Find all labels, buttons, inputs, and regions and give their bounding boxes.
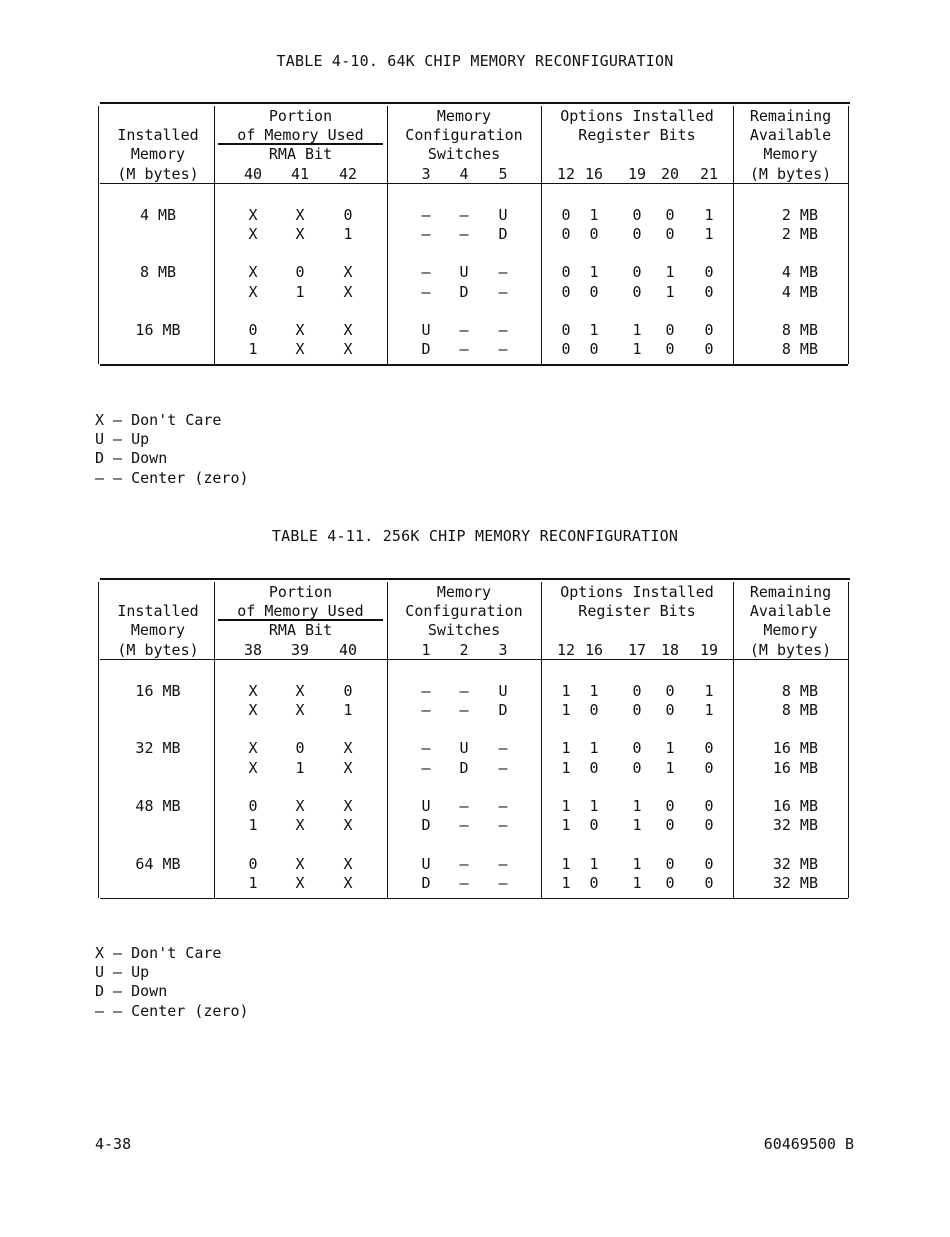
remaining-memory: 4 MB bbox=[781, 282, 818, 301]
switch-position: D bbox=[498, 225, 508, 244]
switch-position: – bbox=[498, 758, 508, 777]
register-bit-value: 1 bbox=[704, 205, 714, 224]
register-bit-value: 1 bbox=[665, 263, 675, 282]
remaining-memory: 4 MB bbox=[781, 263, 818, 282]
table-title: TABLE 4-11. 256K CHIP MEMORY RECONFIGURATION bbox=[271, 527, 679, 545]
header-register-bit: 20 bbox=[660, 164, 680, 183]
header-switch: 4 bbox=[459, 164, 469, 183]
rma-bit-value: X bbox=[295, 681, 305, 700]
header-rma-bit: 39 bbox=[290, 640, 310, 659]
header-switch: 3 bbox=[421, 164, 431, 183]
rma-bit-value: X bbox=[343, 758, 353, 777]
switch-position: – bbox=[498, 797, 508, 816]
switch-position: – bbox=[421, 681, 431, 700]
register-bit-value: 0 bbox=[561, 282, 571, 301]
register-bit-value: 1 bbox=[589, 739, 599, 758]
header-config: Memory bbox=[436, 583, 492, 601]
register-bit-value: 0 bbox=[665, 854, 675, 873]
register-bit-value: 0 bbox=[665, 816, 675, 835]
rma-bit-value: X bbox=[295, 321, 305, 340]
header-installed: Installed bbox=[117, 126, 199, 145]
register-bit-value: 0 bbox=[704, 263, 714, 282]
header-remaining: Remaining bbox=[749, 107, 832, 125]
register-bit-value: 1 bbox=[665, 758, 675, 777]
register-bit-value: 1 bbox=[632, 816, 642, 835]
header-options: Register Bits bbox=[578, 126, 696, 145]
register-bit-value: 1 bbox=[561, 739, 571, 758]
register-bit-value: 1 bbox=[561, 873, 571, 892]
header-installed: (M bytes) bbox=[117, 164, 199, 183]
remaining-memory: 32 MB bbox=[772, 854, 818, 873]
header-config: Switches bbox=[427, 145, 501, 164]
table-top-rule bbox=[100, 102, 850, 104]
remaining-memory: 32 MB bbox=[772, 873, 818, 892]
register-bit-value: 0 bbox=[665, 797, 675, 816]
rma-bit-value: X bbox=[248, 263, 258, 282]
column-divider bbox=[848, 582, 849, 898]
rma-bit-value: 0 bbox=[343, 681, 353, 700]
switch-position: U bbox=[498, 205, 508, 224]
rma-bit-value: X bbox=[295, 797, 305, 816]
register-bit-value: 1 bbox=[561, 854, 571, 873]
register-bit-value: 0 bbox=[665, 321, 675, 340]
table-bottom-rule bbox=[100, 898, 848, 899]
switch-position: – bbox=[421, 205, 431, 224]
header-register-bit: 16 bbox=[584, 164, 604, 183]
register-bit-value: 0 bbox=[704, 816, 714, 835]
switch-position: – bbox=[421, 701, 431, 720]
header-config: Configuration bbox=[405, 126, 523, 145]
header-register-bit: 16 bbox=[584, 640, 604, 659]
switch-position: – bbox=[459, 205, 469, 224]
register-bit-value: 0 bbox=[632, 225, 642, 244]
switch-position: – bbox=[459, 340, 469, 359]
rma-bit-value: 1 bbox=[248, 340, 258, 359]
register-bit-value: 1 bbox=[589, 681, 599, 700]
register-bit-value: 0 bbox=[665, 681, 675, 700]
header-installed: (M bytes) bbox=[117, 640, 199, 659]
switch-position: – bbox=[498, 873, 508, 892]
register-bit-value: 0 bbox=[704, 282, 714, 301]
switch-position: D bbox=[459, 758, 469, 777]
header-switch: 1 bbox=[421, 640, 431, 659]
register-bit-value: 1 bbox=[632, 873, 642, 892]
legend-item: U – Up bbox=[95, 963, 150, 982]
header-remaining: (M bytes) bbox=[749, 640, 832, 659]
rma-bit-value: 1 bbox=[295, 758, 305, 777]
legend bbox=[95, 944, 249, 1021]
remaining-memory: 8 MB bbox=[781, 321, 818, 340]
legend-item: X – Don't Care bbox=[95, 411, 222, 429]
header-portion: of Memory Used bbox=[237, 126, 364, 145]
register-bit-value: 0 bbox=[589, 225, 599, 244]
rma-bit-value: X bbox=[343, 797, 353, 816]
legend-item: – – Center (zero) bbox=[95, 468, 249, 487]
installed-memory: 64 MB bbox=[135, 854, 181, 873]
register-bit-value: 0 bbox=[632, 758, 642, 777]
header-portion: RMA Bit bbox=[268, 145, 333, 164]
legend-item: D – Down bbox=[95, 982, 168, 1001]
remaining-memory: 8 MB bbox=[781, 340, 818, 359]
switch-position: U bbox=[421, 797, 431, 816]
header-remaining: Memory bbox=[763, 621, 818, 640]
rma-bit-value: X bbox=[343, 816, 353, 835]
register-bit-value: 1 bbox=[632, 321, 642, 340]
switch-position: – bbox=[421, 225, 431, 244]
switch-position: – bbox=[459, 681, 469, 700]
register-bit-value: 0 bbox=[665, 205, 675, 224]
register-bit-value: 0 bbox=[704, 873, 714, 892]
header-register-bit: 19 bbox=[627, 164, 647, 183]
rma-bit-value: 1 bbox=[343, 701, 353, 720]
header-rma-bit: 38 bbox=[243, 640, 263, 659]
register-bit-value: 1 bbox=[589, 263, 599, 282]
switch-position: – bbox=[421, 263, 431, 282]
switch-position: – bbox=[498, 340, 508, 359]
switch-position: – bbox=[459, 873, 469, 892]
switch-position: – bbox=[459, 321, 469, 340]
installed-memory: 32 MB bbox=[135, 739, 181, 758]
rma-bit-value: 1 bbox=[248, 873, 258, 892]
register-bit-value: 0 bbox=[704, 321, 714, 340]
rma-bit-value: 0 bbox=[248, 321, 258, 340]
switch-position: – bbox=[421, 739, 431, 758]
rma-bit-value: X bbox=[295, 816, 305, 835]
switch-position: – bbox=[459, 816, 469, 835]
register-bit-value: 0 bbox=[561, 321, 571, 340]
register-bit-value: 0 bbox=[665, 225, 675, 244]
header-register-bit: 19 bbox=[699, 640, 719, 659]
register-bit-value: 0 bbox=[632, 739, 642, 758]
register-bit-value: 0 bbox=[704, 758, 714, 777]
switch-position: – bbox=[459, 225, 469, 244]
switch-position: – bbox=[421, 282, 431, 301]
header-register-bit: 21 bbox=[699, 164, 719, 183]
register-bit-value: 0 bbox=[632, 263, 642, 282]
rma-bit-value: X bbox=[343, 873, 353, 892]
column-divider bbox=[848, 106, 849, 364]
header-rma-bit: 40 bbox=[243, 164, 263, 183]
register-bit-value: 1 bbox=[665, 739, 675, 758]
remaining-memory: 2 MB bbox=[781, 225, 818, 244]
rma-bit-value: 1 bbox=[248, 816, 258, 835]
remaining-memory: 16 MB bbox=[772, 797, 818, 816]
switch-position: U bbox=[498, 681, 508, 700]
page-number: 4-38 bbox=[95, 1135, 132, 1153]
register-bit-value: 0 bbox=[589, 873, 599, 892]
switch-position: – bbox=[498, 282, 508, 301]
register-bit-value: 1 bbox=[589, 321, 599, 340]
register-bit-value: 0 bbox=[589, 282, 599, 301]
header-remaining: Available bbox=[749, 602, 832, 621]
register-bit-value: 0 bbox=[704, 797, 714, 816]
rma-bit-value: X bbox=[295, 873, 305, 892]
rma-bit-value: X bbox=[343, 340, 353, 359]
remaining-memory: 8 MB bbox=[781, 681, 818, 700]
header-rma-bit: 42 bbox=[338, 164, 358, 183]
rma-bit-value: 0 bbox=[248, 797, 258, 816]
table-title: TABLE 4-10. 64K CHIP MEMORY RECONFIGURATION bbox=[276, 52, 674, 70]
switch-position: – bbox=[459, 701, 469, 720]
header-register-bit: 12 bbox=[556, 164, 576, 183]
rma-bit-value: X bbox=[248, 282, 258, 301]
register-bit-value: 0 bbox=[632, 701, 642, 720]
rma-bit-value: X bbox=[295, 225, 305, 244]
register-bit-value: 1 bbox=[561, 816, 571, 835]
rma-bit-value: X bbox=[248, 739, 258, 758]
register-bit-value: 0 bbox=[632, 205, 642, 224]
register-bit-value: 0 bbox=[704, 340, 714, 359]
header-options: Register Bits bbox=[578, 602, 696, 621]
header-options: Options Installed bbox=[560, 107, 714, 125]
header-switch: 3 bbox=[498, 640, 508, 659]
rma-bit-value: X bbox=[343, 282, 353, 301]
rma-bit-value: X bbox=[343, 739, 353, 758]
register-bit-value: 0 bbox=[561, 205, 571, 224]
header-config: Switches bbox=[427, 621, 501, 640]
rma-bit-value: 0 bbox=[295, 739, 305, 758]
rma-bit-value: X bbox=[248, 701, 258, 720]
rma-bit-value: X bbox=[295, 205, 305, 224]
header-installed: Memory bbox=[130, 621, 186, 640]
remaining-memory: 32 MB bbox=[772, 816, 818, 835]
register-bit-value: 0 bbox=[589, 758, 599, 777]
header-register-bit: 12 bbox=[556, 640, 576, 659]
rma-bit-value: X bbox=[295, 854, 305, 873]
register-bit-value: 1 bbox=[561, 681, 571, 700]
header-portion: of Memory Used bbox=[237, 602, 364, 621]
rma-bit-value: X bbox=[343, 321, 353, 340]
register-bit-value: 1 bbox=[632, 340, 642, 359]
legend bbox=[95, 411, 249, 488]
register-bit-value: 0 bbox=[632, 681, 642, 700]
remaining-memory: 8 MB bbox=[781, 701, 818, 720]
legend-item: X – Don't Care bbox=[95, 944, 222, 962]
register-bit-value: 1 bbox=[561, 758, 571, 777]
register-bit-value: 1 bbox=[589, 205, 599, 224]
header-rma-bit: 40 bbox=[338, 640, 358, 659]
register-bit-value: 0 bbox=[589, 816, 599, 835]
header-remaining: (M bytes) bbox=[749, 164, 832, 183]
header-config: Configuration bbox=[405, 602, 523, 621]
register-bit-value: 0 bbox=[704, 854, 714, 873]
header-installed: Installed bbox=[117, 602, 199, 621]
header-installed: Memory bbox=[130, 145, 186, 164]
legend-item: – – Center (zero) bbox=[95, 1001, 249, 1020]
switch-position: – bbox=[498, 739, 508, 758]
register-bit-value: 0 bbox=[665, 701, 675, 720]
register-bit-value: 1 bbox=[704, 701, 714, 720]
register-bit-value: 0 bbox=[561, 263, 571, 282]
switch-position: U bbox=[459, 739, 469, 758]
header-switch: 5 bbox=[498, 164, 508, 183]
legend-item: D – Down bbox=[95, 449, 168, 468]
table-bottom-rule bbox=[100, 364, 848, 365]
header-portion: Portion bbox=[268, 583, 333, 601]
header-portion: Portion bbox=[268, 107, 333, 125]
register-bit-value: 1 bbox=[589, 854, 599, 873]
installed-memory: 48 MB bbox=[135, 797, 181, 816]
register-bit-value: 1 bbox=[632, 854, 642, 873]
register-bit-value: 0 bbox=[665, 873, 675, 892]
rma-bit-value: 0 bbox=[343, 205, 353, 224]
installed-memory: 16 MB bbox=[135, 681, 181, 700]
column-divider bbox=[98, 582, 99, 898]
register-bit-value: 1 bbox=[704, 681, 714, 700]
switch-position: – bbox=[498, 321, 508, 340]
remaining-memory: 16 MB bbox=[772, 758, 818, 777]
header-portion: RMA Bit bbox=[268, 621, 333, 640]
column-divider bbox=[541, 582, 542, 898]
rma-bit-value: X bbox=[295, 701, 305, 720]
table-top-rule bbox=[100, 578, 850, 580]
register-bit-value: 1 bbox=[632, 797, 642, 816]
switch-position: – bbox=[498, 816, 508, 835]
header-rma-bit: 41 bbox=[290, 164, 310, 183]
rma-bit-value: 1 bbox=[295, 282, 305, 301]
switch-position: U bbox=[459, 263, 469, 282]
rma-bit-value: X bbox=[248, 681, 258, 700]
register-bit-value: 1 bbox=[561, 797, 571, 816]
register-bit-value: 0 bbox=[561, 225, 571, 244]
rma-bit-value: X bbox=[248, 225, 258, 244]
rma-bit-value: X bbox=[248, 205, 258, 224]
register-bit-value: 0 bbox=[589, 340, 599, 359]
switch-position: – bbox=[498, 263, 508, 282]
switch-position: D bbox=[498, 701, 508, 720]
register-bit-value: 1 bbox=[589, 797, 599, 816]
remaining-memory: 2 MB bbox=[781, 205, 818, 224]
header-remaining: Memory bbox=[763, 145, 818, 164]
rma-bit-value: X bbox=[248, 758, 258, 777]
installed-memory: 4 MB bbox=[139, 205, 177, 224]
switch-position: D bbox=[421, 816, 431, 835]
rma-bit-value: 0 bbox=[295, 263, 305, 282]
header-remaining: Available bbox=[749, 126, 832, 145]
rma-bit-value: 1 bbox=[343, 225, 353, 244]
register-bit-value: 0 bbox=[665, 340, 675, 359]
register-bit-value: 1 bbox=[665, 282, 675, 301]
switch-position: – bbox=[459, 797, 469, 816]
installed-memory: 8 MB bbox=[139, 263, 177, 282]
switch-position: U bbox=[421, 321, 431, 340]
register-bit-value: 0 bbox=[561, 340, 571, 359]
register-bit-value: 1 bbox=[561, 701, 571, 720]
switch-position: D bbox=[459, 282, 469, 301]
legend-item: U – Up bbox=[95, 430, 150, 449]
register-bit-value: 0 bbox=[704, 739, 714, 758]
switch-position: D bbox=[421, 340, 431, 359]
switch-position: U bbox=[421, 854, 431, 873]
rma-bit-value: X bbox=[295, 340, 305, 359]
register-bit-value: 0 bbox=[589, 701, 599, 720]
header-register-bit: 18 bbox=[660, 640, 680, 659]
installed-memory: 16 MB bbox=[135, 321, 181, 340]
document-number: 60469500 B bbox=[763, 1135, 854, 1153]
remaining-memory: 16 MB bbox=[772, 739, 818, 758]
rma-bit-value: X bbox=[343, 263, 353, 282]
switch-position: – bbox=[421, 758, 431, 777]
header-switch: 2 bbox=[459, 640, 469, 659]
rma-bit-value: 0 bbox=[248, 854, 258, 873]
header-options: Options Installed bbox=[560, 583, 714, 601]
register-bit-value: 0 bbox=[632, 282, 642, 301]
switch-position: D bbox=[421, 873, 431, 892]
header-remaining: Remaining bbox=[749, 583, 832, 601]
header-config: Memory bbox=[436, 107, 492, 125]
register-bit-value: 1 bbox=[704, 225, 714, 244]
rma-bit-value: X bbox=[343, 854, 353, 873]
switch-position: – bbox=[459, 854, 469, 873]
column-divider bbox=[98, 106, 99, 364]
header-register-bit: 17 bbox=[627, 640, 647, 659]
switch-position: – bbox=[498, 854, 508, 873]
